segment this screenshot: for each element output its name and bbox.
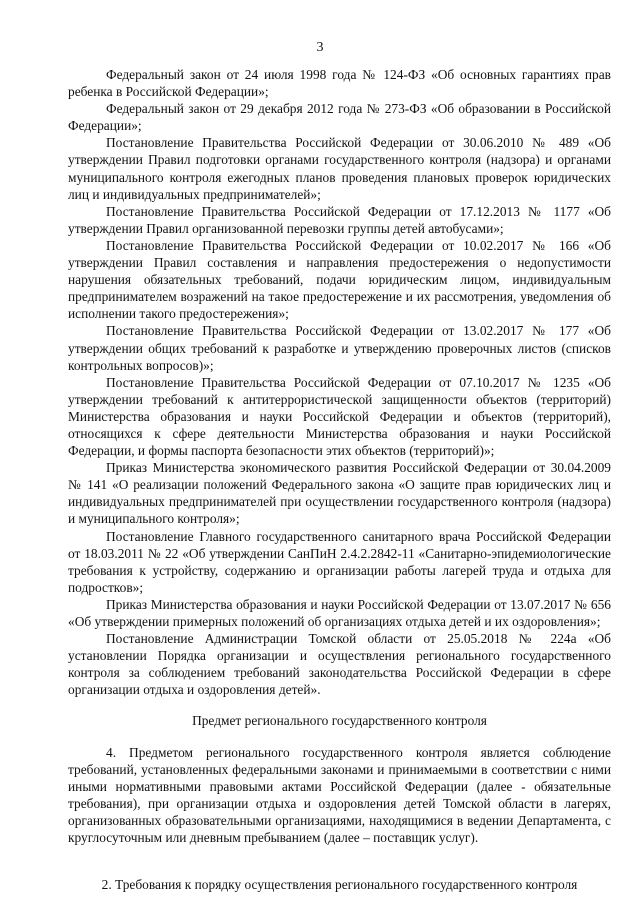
paragraph-federal-law-124: Федеральный закон от 24 июля 1998 года № 124-ФЗ «Об основных гарантиях прав ребенка в Российской Федерации»; — [68, 67, 611, 100]
paragraph-resolution-177: Постановление Правительства Российской Федерации от 13.02.2017 № 177 «Об утверждении общих требований к разработке и утверждению проверочных листов (списков контрольных вопросов)»; — [68, 323, 611, 373]
paragraph-order-656: Приказ Министерства образования и науки Российской Федерации от 13.07.2017 № 656 «Об утверждении примерных положений об организациях отдыха детей и их оздоровления»; — [68, 596, 611, 629]
paragraph-resolution-489: Постановление Правительства Российской Федерации от 30.06.2010 № 489 «Об утверждении Правил подготовки органами государственного контроля (надзора) и органами муниципального контроля ежегодных планов проведения плановых проверок юридических лиц и индивидуальных предпринимателей»; — [68, 135, 611, 202]
section-heading-requirements: 2. Требования к порядку осуществления регионального государственного контроля — [101, 877, 578, 892]
paragraph-sanpin-22: Постановление Главного государственного санитарного врача Российской Федерации от 18.03.2011 № 22 «Об утверждении СанПиН 2.4.2.2842-11 «Санитарно-эпидемиологические требования к устройству, содержанию и организации работы лагерей труда и отдыха для подростков»; — [68, 528, 611, 595]
paragraph-resolution-166: Постановление Правительства Российской Федерации от 10.02.2017 № 166 «Об утверждении Правил составления и направления предостережения о недопустимости нарушения обязательных требований, подачи юридическим лицом, индивидуальным предпринимателем возражений на такое предостережение и их рассмотрения, уведомления об исполнении такого предостережения»; — [68, 237, 611, 322]
paragraph-resolution-1177: Постановление Правительства Российской Федерации от 17.12.2013 № 1177 «Об утверждении Правил организованной перевозки группы детей автобусами»; — [68, 203, 611, 236]
paragraph-resolution-1235: Постановление Правительства Российской Федерации от 07.10.2017 № 1235 «Об утверждении требований к антитеррористической защищенности объектов (территорий) Министерства образования и науки Российской Федерации и объектов (территорий), относящихся к сфере деятельности Министерства образования и науки Российской Федерации, и формы паспорта безопасности этих объектов (территорий)»; — [68, 374, 611, 459]
page-number: 3 — [316, 40, 324, 55]
paragraph-federal-law-273: Федеральный закон от 29 декабря 2012 года № 273-ФЗ «Об образовании в Российской Федерации»; — [68, 101, 611, 134]
document-body — [68, 66, 611, 846]
paragraph-item-4: 4. Предметом регионального государственного контроля является соблюдение требований, установленных федеральными законами и принимаемыми в соответствии с ними иными нормативными правовыми актами Российской Федерации (далее - обязательные требования), при организации отдыха и оздоровления детей Томской области в лагерях, организованных образовательными организациями, находящимися в ведении Департамента, с круглосуточным или дневным пребыванием (далее – поставщик услуг). — [68, 744, 611, 846]
paragraph-tomsk-224a: Постановление Администрации Томской области от 25.05.2018 № 224а «Об установлении Порядка организации и осуществления регионального государственного контроля за соблюдением требований законодательства Российской Федерации в сфере организации отдыха и оздоровления детей». — [68, 631, 611, 698]
section-heading-subject-of-control: Предмет регионального государственного контроля — [192, 713, 487, 729]
paragraph-order-141: Приказ Министерства экономического развития Российской Федерации от 30.04.2009 № 141 «О реализации положений Федерального закона «О защите прав юридических лиц и индивидуальных предпринимателей при осуществлении государственного контроля (надзора) и муниципального контроля»; — [68, 460, 611, 527]
